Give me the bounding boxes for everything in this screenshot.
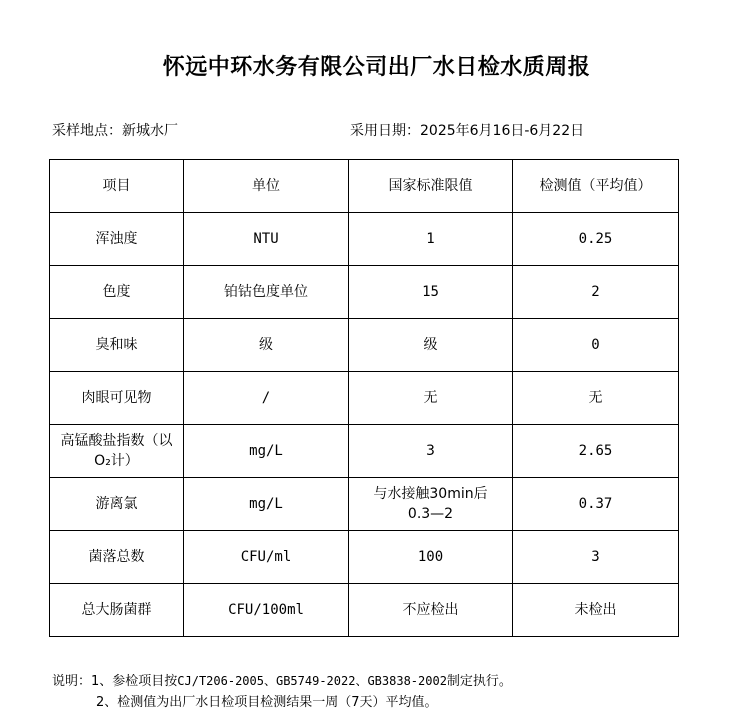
- row-item: 浑浊度: [50, 213, 184, 266]
- header-limit: 国家标准限值: [349, 160, 513, 213]
- table-row: [50, 372, 679, 425]
- row-item: 肉眼可见物: [50, 372, 184, 425]
- row-value: 3: [513, 531, 679, 584]
- row-unit: mg/L: [184, 425, 349, 478]
- row-value: 0.37: [513, 478, 679, 531]
- row-item: 总大肠菌群: [50, 584, 184, 637]
- row-value: 2.65: [513, 425, 679, 478]
- row-limit: 不应检出: [349, 584, 513, 637]
- row-item: 高锰酸盐指数（以O₂计）: [50, 425, 184, 478]
- header-unit: 单位: [184, 160, 349, 213]
- note-line-2: 2、检测值为出厂水日检项目检测结果一周（7天）平均值。: [96, 695, 438, 710]
- row-unit: 铂钴色度单位: [184, 266, 349, 319]
- row-limit: 15: [349, 266, 513, 319]
- report-title: 怀远中环水务有限公司出厂水日检水质周报: [162, 55, 591, 80]
- row-item: 臭和味: [50, 319, 184, 372]
- row-limit: 无: [349, 372, 513, 425]
- row-limit: 3: [349, 425, 513, 478]
- sampling-date: 采用日期：2025年6月16日-6月22日: [350, 123, 585, 139]
- row-unit: CFU/100ml: [184, 584, 349, 637]
- header-value: 检测值（平均值）: [513, 160, 679, 213]
- row-unit: mg/L: [184, 478, 349, 531]
- table-header-row: [50, 160, 679, 213]
- row-unit: NTU: [184, 213, 349, 266]
- table-row: [50, 319, 679, 372]
- row-item: 色度: [50, 266, 184, 319]
- row-unit: /: [184, 372, 349, 425]
- table-row: [50, 584, 679, 637]
- row-limit: 100: [349, 531, 513, 584]
- row-value: 2: [513, 266, 679, 319]
- row-item: 菌落总数: [50, 531, 184, 584]
- row-unit: CFU/ml: [184, 531, 349, 584]
- row-unit: 级: [184, 319, 349, 372]
- table-row: [50, 478, 679, 531]
- row-item: 游离氯: [50, 478, 184, 531]
- note-prefix: 说明：1、参检项目按: [52, 674, 178, 689]
- note-standards: CJ/T206-2005、GB5749-2022、GB3838-2002: [177, 674, 447, 688]
- row-value: 0: [513, 319, 679, 372]
- row-limit: 级: [349, 319, 513, 372]
- row-limit: 1: [349, 213, 513, 266]
- table-row: [50, 425, 679, 478]
- note-suffix: 制定执行。: [446, 674, 512, 689]
- table-row: [50, 531, 679, 584]
- table-row: [50, 213, 679, 266]
- water-quality-table: [49, 159, 679, 637]
- header-item: 项目: [50, 160, 184, 213]
- note-line-1: [52, 670, 512, 689]
- row-value: 0.25: [513, 213, 679, 266]
- row-value: 未检出: [513, 584, 679, 637]
- row-value: 无: [513, 372, 679, 425]
- sampling-location: 采样地点：新城水厂: [52, 123, 178, 139]
- table-row: [50, 266, 679, 319]
- row-limit: 与水接触30min后0.3—2: [349, 478, 513, 531]
